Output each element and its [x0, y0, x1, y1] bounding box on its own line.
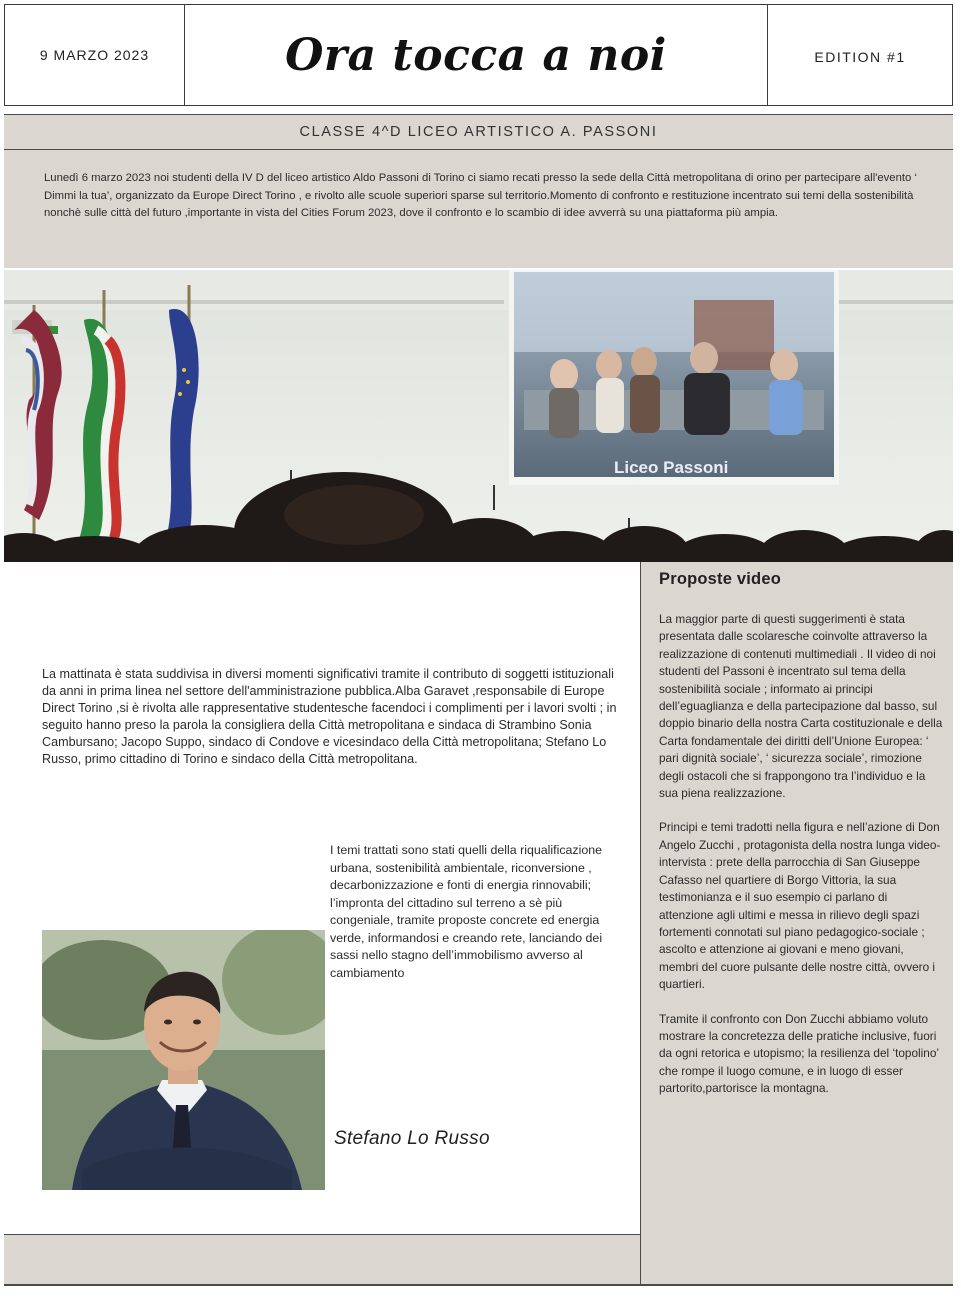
portrait-illustration — [42, 930, 325, 1190]
bottom-band — [4, 1234, 640, 1284]
sidebar-proposte-video — [640, 562, 953, 1284]
projector-screen — [509, 270, 839, 485]
event-photo — [4, 270, 953, 562]
intro-paragraph: Lunedì 6 marzo 2023 noi studenti della IV D del liceo artistico Aldo Passoni di Torino ci siamo recati presso la sede della Città metropolitana di orino per partecipare all'evento ‘ Dimmi la tua’, organizzato da Europe Direct Torino , e rivolto alle scuole superiori sparse sul territorio.Momento di confronto e restituzione incentrato sui temi della sostenibilità nonchè sulle città del futuro ,importante in vista del Cities Forum 2023, dove il confronto e lo scambio di idee avverrà su una piattaforma più ampia. — [4, 150, 953, 268]
sidebar-paragraph-2: Principi e temi tradotti nella figura e nell’azione di Don Angelo Zucchi , protagonista della nostra lunga video-intervista : prete della parrocchia di San Giuseppe Cafasso nel quartiere di Borgo Vittoria, la sua testimonianza e il suo esempio ci parlano di attenzione agli ultimi e messa in rilievo degli spazi fortementi connotati sul piano pedagogico-sociale ; ascolto e attenzione ai giovani e meno giovani, membri del cuore pulsante delle nostre città, ovvero i quartieri. — [659, 820, 941, 992]
edition-number: EDITION #1 — [767, 5, 952, 105]
screen-caption: Liceo Passoni — [614, 458, 729, 477]
main-column — [4, 562, 640, 1234]
bottom-rule — [4, 1284, 953, 1286]
main-paragraph-2: I temi trattati sono stati quelli della riqualificazione urbana, sostenibilità ambientale, riconversione , decarbonizzazione e fonti di energia rinnovabili; l’impronta del cittadino sul terreno a sè più congeniale, tramite proposte concrete ed energia verde, informandosi e creando rete, lanciando dei sassi nello stagno dell’immobilismo avverso al cambiamento — [330, 843, 603, 980]
sidebar-paragraph-1: La maggior parte di questi suggerimenti è stata presentata dalle scolaresche coinvolte attraverso la realizzazione di contenuti multimediali . Il video di noi studenti del Passoni è incentrato sul tema della sostenibilità sociale ; informato ai principi dell’eguaglianza e della partecipazione dal basso, sul doppio binario della nostra Carta costituzionale e della Carta fondamentale dei diritti dell’Unione Europea: ‘ pari dignità sociale’, ‘ sicurezza sociale’, rimozione degli ostacoli che si frappongono tra l’individuo e la sua piena realizzazione. — [659, 612, 943, 801]
portrait-photo — [42, 930, 325, 1190]
masthead — [4, 4, 953, 106]
newsletter-title: Ora tocca a noi — [285, 29, 667, 81]
class-banner: CLASSE 4^D LICEO ARTISTICO A. PASSONI — [4, 114, 953, 150]
event-photo-illustration — [4, 270, 953, 562]
portrait-caption: Stefano Lo Russo — [334, 1128, 490, 1149]
issue-date: 9 MARZO 2023 — [5, 5, 185, 105]
main-paragraph-1: La mattinata è stata suddivisa in diversi momenti significativi tramite il contributo di soggetti istituzionali da anni in prima linea nel settore dell'amministrazione pubblica.Alba Garavet ,responsabile di Europe Direct Torino ,si è rivolta alle rappresentative studentesche facendoci i complimenti per i lavori svolti ; in seguito hanno preso la parola la consigliera della Città metropolitana e sindaca di Strambino Sonia Cambursano; Jacopo Suppo, sindaco di Condove e vicesindaco della Città metropolitana; Stefano Lo Russo, primo cittadino di Torino e sindaco della Città metropolitana. — [42, 667, 617, 767]
sidebar-paragraph-3: Tramite il confronto con Don Zucchi abbiamo voluto mostrare la concretezza delle pratiche inclusive, fuori da ogni retorica e utopismo; la resilienza del ‘topolino’ che rompe il luogo comune, e in luogo di esser partorito,partorisce la montagna. — [659, 1011, 939, 1096]
sidebar-title: Proposte video — [659, 570, 781, 588]
